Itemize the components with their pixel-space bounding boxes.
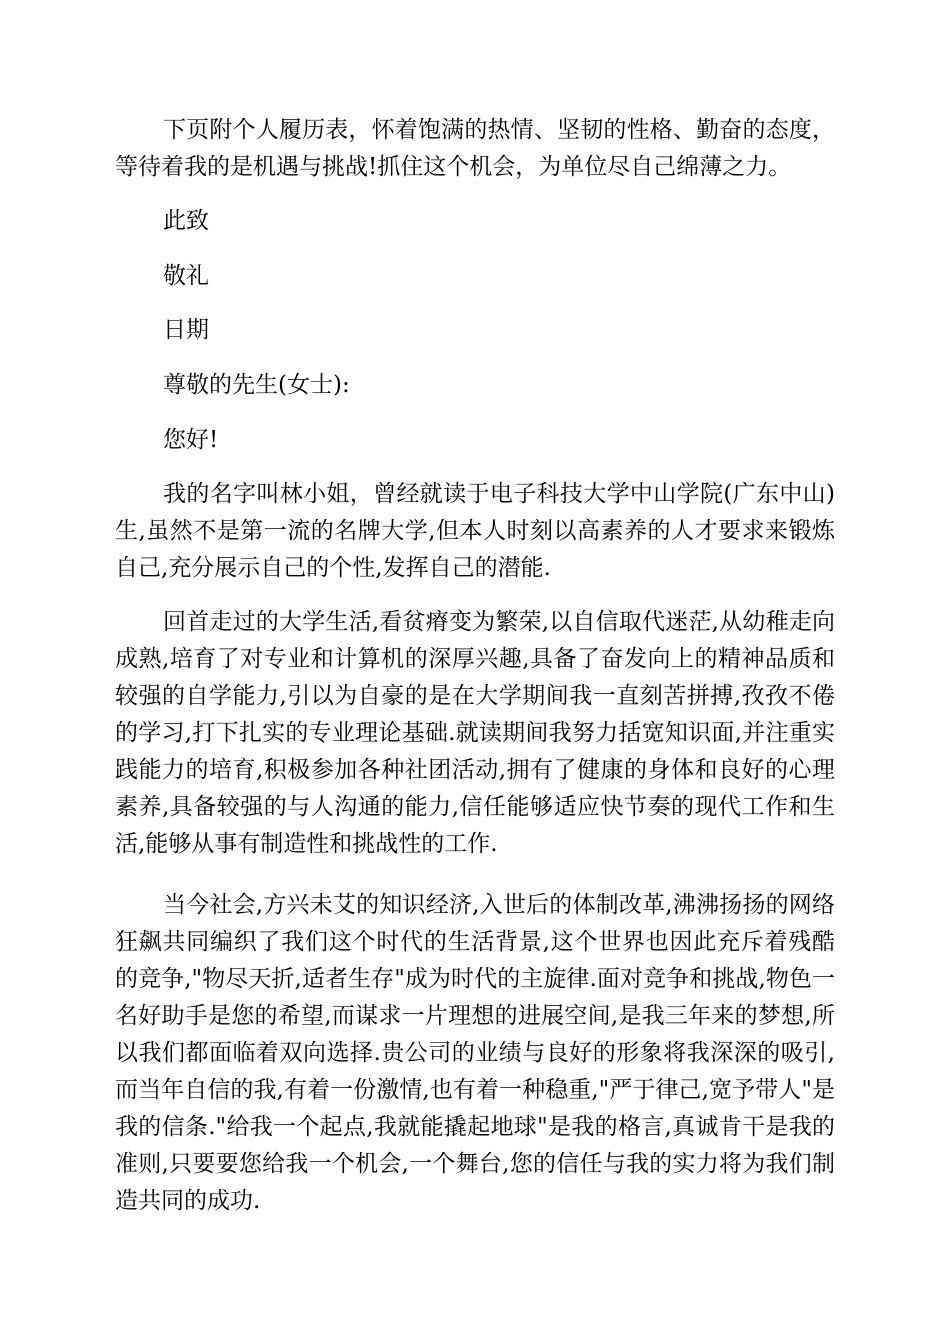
paragraph-text: 下页附个人履历表，怀着饱满的热情、坚韧的性格、勤奋的态度，等待着我的是机遇与挑战!抓住这个机会，为单位尽自己绵薄之力。 [115, 117, 835, 180]
paragraph-resume-attached [115, 112, 835, 186]
paragraph-introduction [115, 476, 835, 587]
paragraph-text: 当今社会,方兴未艾的知识经济,入世后的体制改革,沸沸扬扬的网络狂飙共同编织了我们这个时代的生活背景,这个世界也因此充斥着残酷的竞争,"物尽天折,适者生存"成为时代的主旋律.面对竞争和挑战,物色一名好助手是您的希望,而谋求一片理想的进展空间,是我三年来的梦想,所以我们都面临着双向选择.贵公司的业绩与良好的形象将我深深的吸引,而当年自信的我,有着一份激情,也有着一种稳重,"严于律己,宽予带人"是我的信条."给我一个起点,我就能撬起地球"是我的格言,真诚肯干是我的准则,只要要您给我一个机会,一个舞台,您的信任与我的实力将为我们制造共同的成功. [115, 892, 835, 1214]
closing-jingli: 敬礼 [163, 263, 209, 289]
closing-cizhi: 此致 [163, 208, 209, 234]
paragraph-university-life [115, 604, 835, 863]
paragraph-text: 我的名字叫林小姐，曾经就读于电子科技大学中山学院(广东中山)生,虽然不是第一流的名牌大学,但本人时刻以高素养的人才要求来锻炼自己,充分展示自己的个性,发挥自己的潜能. [115, 481, 835, 581]
paragraph-text: 回首走过的大学生活,看贫瘠变为繁荣,以自信取代迷茫,从幼稚走向成熟,培育了对专业和计算机的深厚兴趣,具备了奋发向上的精神品质和较强的自学能力,引以为自豪的是在大学期间我一直刻苦拼搏,孜孜不倦的学习,打下扎实的专业理论基础.就读期间我努力括宽知识面,并注重实践能力的培育,积极参加各种社团活动,拥有了健康的身体和良好的心理素养,具备较强的与人沟通的能力,信任能够适应快节奏的现代工作和生活,能够从事有制造性和挑战性的工作. [115, 609, 835, 857]
paragraph-society-competition [115, 887, 835, 1220]
greeting: 您好! [163, 427, 219, 453]
date-label: 日期 [163, 317, 209, 343]
salutation: 尊敬的先生(女士): [163, 372, 350, 398]
